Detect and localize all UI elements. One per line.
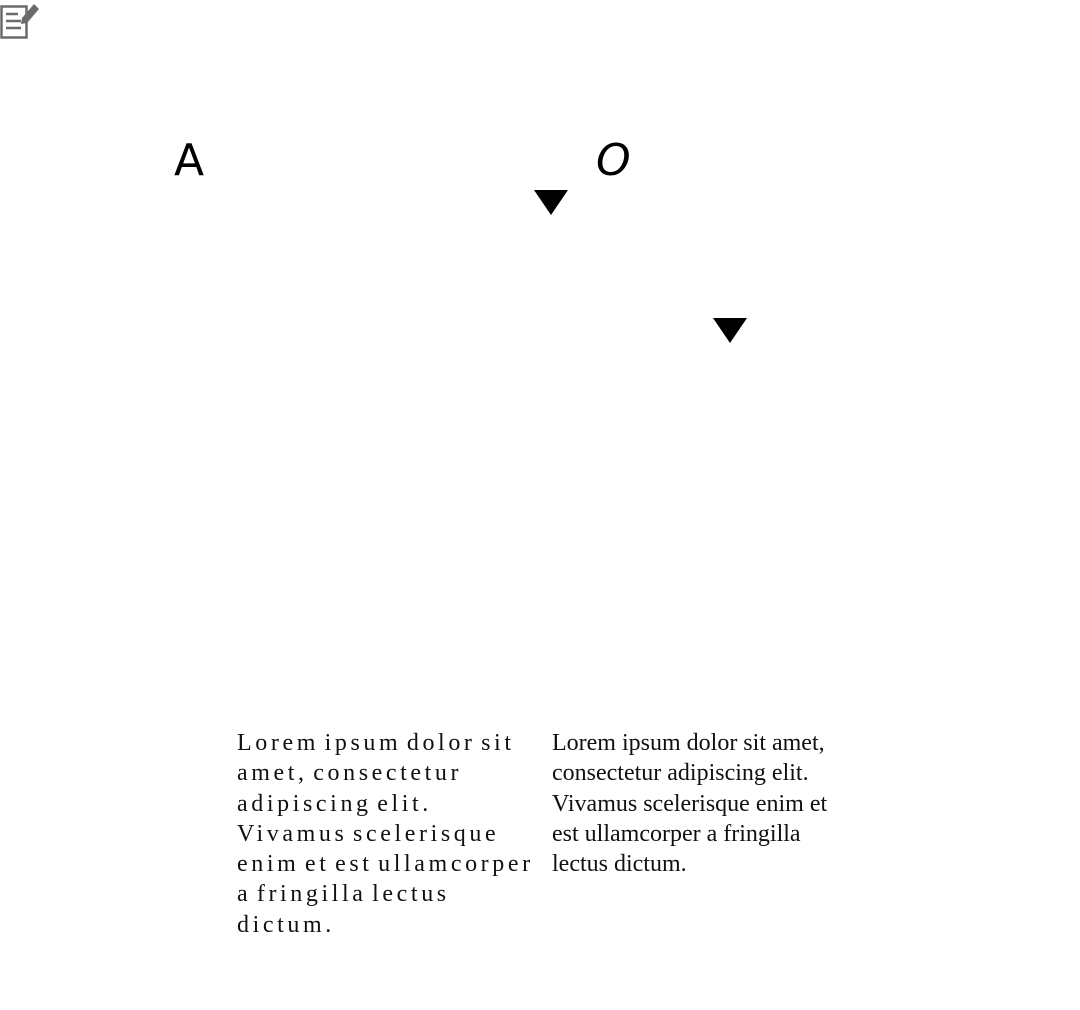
dropdown-arrow-icon[interactable] [534, 190, 568, 215]
font-preview-glyph-a: A [174, 135, 205, 186]
dropdown-arrow-icon[interactable] [713, 318, 747, 343]
sample-text-normal: Lorem ipsum dolor sit amet, consectetur adipiscing elit. Vivamus scelerisque enim et est ullamcorper a fringilla lectus dictum. [552, 730, 828, 878]
sample-text-spaced: Lorem ipsum dolor sit amet, consectetur adipiscing elit. Vivamus scelerisque enim et est ullamcorper a fringilla lectus dictum. [237, 730, 534, 938]
font-preview-glyph-italic-o: O [596, 135, 631, 186]
edit-document-icon[interactable] [0, 0, 40, 40]
